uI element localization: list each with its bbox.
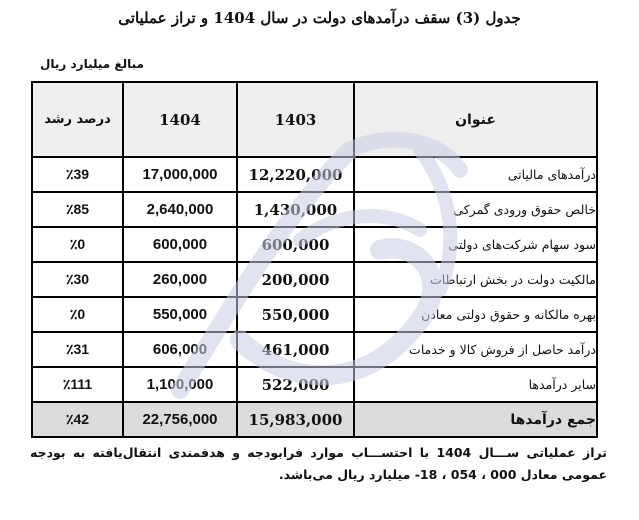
row-1404: 2,640,000	[123, 192, 237, 227]
row-1404: 260,000	[123, 262, 237, 297]
row-1403: 522,000	[237, 367, 354, 402]
total-row	[32, 402, 597, 437]
revenue-table	[31, 81, 598, 438]
row-1403: 550,000	[237, 297, 354, 332]
header-1403: 1403	[237, 82, 354, 157]
header-growth: درصد رشد	[32, 82, 123, 157]
row-1403: 200,000	[237, 262, 354, 297]
row-growth: ٪30	[32, 262, 123, 297]
table-row	[32, 262, 597, 297]
row-1404: 606,000	[123, 332, 237, 367]
table-title: جدول (3) سقف درآمدهای دولت در سال 1404 و تراز عملیاتی	[118, 9, 521, 27]
row-title: مالکیت دولت در بخش ارتباطات	[354, 262, 597, 297]
header-row	[32, 82, 597, 157]
row-title: درآمدهای مالیاتی	[354, 157, 597, 192]
row-growth: ٪39	[32, 157, 123, 192]
table-row	[32, 157, 597, 192]
total-1403: 15,983,000	[237, 402, 354, 437]
total-title: جمع درآمدها	[354, 402, 597, 437]
total-growth: ٪42	[32, 402, 123, 437]
unit-label: مبالغ میلیارد ریال	[40, 57, 144, 71]
row-growth: ٪0	[32, 227, 123, 262]
row-1404: 17,000,000	[123, 157, 237, 192]
row-growth: ٪111	[32, 367, 123, 402]
row-growth: ٪31	[32, 332, 123, 367]
table-row	[32, 367, 597, 402]
header-title: عنوان	[354, 82, 597, 157]
row-title: بهره مالکانه و حقوق دولتی معادن	[354, 297, 597, 332]
table-row	[32, 297, 597, 332]
row-1404: 600,000	[123, 227, 237, 262]
row-title: درآمد حاصل از فروش کالا و خدمات	[354, 332, 597, 367]
row-1403: 12,220,000	[237, 157, 354, 192]
total-1404: 22,756,000	[123, 402, 237, 437]
row-title: سود سهام شرکت‌های دولتی	[354, 227, 597, 262]
row-growth: ٪0	[32, 297, 123, 332]
row-growth: ٪85	[32, 192, 123, 227]
row-1403: 1,430,000	[237, 192, 354, 227]
row-title: سایر درآمدها	[354, 367, 597, 402]
operating-balance-note: تراز عملیاتی ســـال 1404 با احتســـاب موارد فرابودجه و هدفمندی انتقال‌یافته به بودجه عمومی معادل 000 ، 054 ، 18- میلیارد ریال می‌باشد.	[30, 445, 607, 482]
row-title: خالص حقوق ورودی گمرکی	[354, 192, 597, 227]
row-1403: 600,000	[237, 227, 354, 262]
row-1404: 1,100,000	[123, 367, 237, 402]
table-row	[32, 192, 597, 227]
header-1404: 1404	[123, 82, 237, 157]
table-row	[32, 332, 597, 367]
row-1403: 461,000	[237, 332, 354, 367]
table-row	[32, 227, 597, 262]
row-1404: 550,000	[123, 297, 237, 332]
